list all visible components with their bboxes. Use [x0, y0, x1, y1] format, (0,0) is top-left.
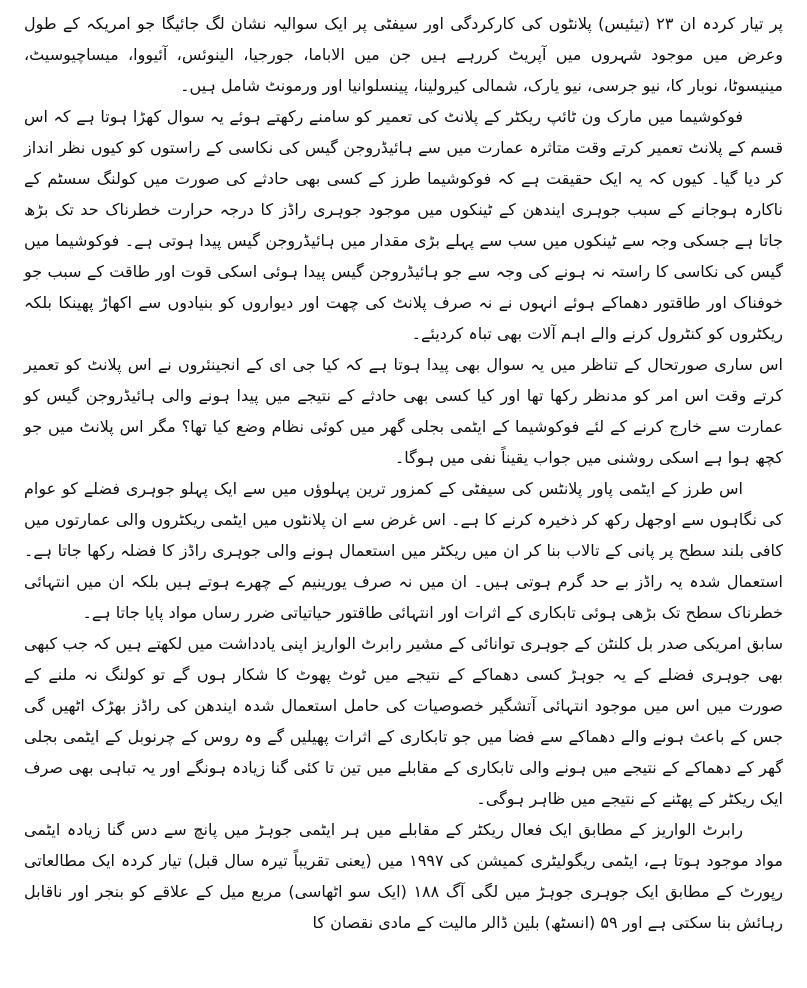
paragraph-2: فوکوشیما میں مارک ون ٹائپ ریکٹر کے پلانٹ کی تعمیر کو سامنے رکھتے ہوئے یہ سوال کھڑا ہوتا ہے کہ اس قسم کے پلانٹ تعمیر کرتے وقت متاثرہ عمارت میں سے ہائیڈروجن گیس کی نکاسی کے راستوں کو کیوں نظر انداز کر دیا گیا۔ کیوں کہ یہ ایک حقیقت ہے کہ فوکوشیما طرز کے کسی بھی حادثے کی صورت میں کولنگ سسٹم کے ناکارہ ہوجانے کے سبب جوہری ایندھن کے ٹینکوں میں موجود جوہری راڈز کا درجہ حرارت خطرناک حد تک بڑھ جاتا ہے جسکی وجہ سے ٹینکوں میں سب سے پہلے بڑی مقدار میں ہائیڈروجن گیس پیدا ہوتی ہے۔ فوکوشیما میں گیس کی نکاسی کا راستہ نہ ہونے کی وجہ سے جو ہائیڈروجن گیس پیدا ہوئی اسکی قوت اور طاقت کے سبب جو خوفناک اور طاقتور دھماکے ہوئے انہوں نے نہ صرف پلانٹ کی چھت اور دیواروں کو بنیادوں سے اکھاڑ پھینکا بلکہ ریکٹروں کو کنٹرول کرنے والے اہم آلات بھی تباہ کردیئے۔ — [24, 107, 783, 343]
paragraph-6: رابرٹ الواریز کے مطابق ایک فعال ریکٹر کے مقابلے میں ہر ایٹمی جوہڑ میں پانچ سے دس گنا زیادہ ایٹمی مواد موجود ہوتا ہے، ایٹمی ریگولیٹری کمیشن کی ۱۹۹۷ میں (یعنی تقریباً تیرہ سال قبل) تیار کردہ ایک مطالعاتی رپورٹ کے مطابق ایک جوہری جوہڑ میں لگی آگ ۱۸۸ (ایک سو اٹھاسی) مربع میل کے علاقے کو بنجر اور ناقابل رہائش بنا سکتی ہے اور ۵۹ (انسٹھ) بلین ڈالر مالیت کے مادی نقصان کا — [24, 820, 784, 932]
paragraph-3: اس ساری صورتحال کے تناظر میں یہ سوال بھی پیدا ہوتا ہے کہ کیا جی ای کے انجینئروں نے اس پلانٹ کو تعمیر کرتے وقت اس امر کو مدنظر رکھا تھا اور کیا کسی بھی حادثے کے نتیجے میں پیدا ہونے والی ہائیڈروجن گیس کو عمارت سے خارج کرنے کے لئے فوکوشیما کے ایٹمی بجلی گھر میں کوئی نظام وضع کیا تھا؟ مگر اس پلانٹ میں جو کچھ ہوا ہے اسکی روشنی میں جواب یقیناً نفی میں ہوگا۔ — [24, 355, 784, 467]
paragraph-1: پر تیار کردہ ان ۲۳ (تیئیس) پلانٹوں کی کارکردگی اور سیفٹی پر ایک سوالیہ نشان لگ جائیگا جو امریکہ کے طول وعرض میں موجود شہروں میں آپریٹ کررہے ہیں جن میں الاباما، جورجیا، الینوئس، آئیووا، میساچیوسیٹ، مینیسوٹا، نوبار کا، نیو جرسی، نیو یارک، شمالی کیرولینا، پینسلوانیا اور ورمونٹ شامل ہیں۔ — [24, 14, 783, 95]
paragraph-4: اس طرز کے ایٹمی پاور پلانٹس کی سیفٹی کے کمزور ترین پہلوؤں میں سے ایک پہلو جوہری فضلے کو عوام کی نگاہوں سے اوجھل رکھ کر ذخیرہ کرنے کا ہے۔ اس غرض سے ان پلانٹوں میں ایٹمی ریکٹروں والی عمارتوں میں کافی بلند سطح پر پانی کے تالاب بنا کر ان میں ریکٹر میں استعمال ہونے والی جوہری راڈز کا فضلہ رکھا جاتا ہے۔ استعمال شدہ یہ راڈز بے حد گرم ہوتی ہیں۔ ان میں نہ صرف یورینیم کے چھرے ہوتے ہیں بلکہ ان میں انتہائی خطرناک سطح تک بڑھی ہوئی تابکاری کے اثرات اور انتہائی طاقتور حیاتیاتی ضرر رساں مواد پایا جاتا ہے۔ — [24, 479, 783, 622]
paragraph-5: سابق امریکی صدر بل کلنٹن کے جوہری توانائی کے مشیر رابرٹ الواریز اپنی یادداشت میں لکھتے ہیں کہ جب کبھی بھی جوہری فضلے کے یہ جوہڑ کسی دھماکے کے نتیجے میں ٹوٹ پھوٹ کا شکار ہوں گے تو کولنگ نہ ملنے کے صورت میں اس میں موجود انتہائی آتشگیر خصوصیات کی حامل استعمال شدہ ایندھن کی راڈز بھڑک اٹھیں گی جس کے باعث ہونے والے دھماکے سے فضا میں جو تابکاری کے اثرات پھیلیں گے وہ روس کے چرنوبل کے ایٹمی بجلی گھر کے دھماکے کے نتیجے میں ہونے والی تابکاری کے مقابلے میں تین تا کئی گنا زیادہ ہونگے اور یہ تباہی بھی صرف ایک ریکٹر کے پھٹنے کے نتیجے میں ظاہر ہوگی۔ — [24, 634, 784, 808]
